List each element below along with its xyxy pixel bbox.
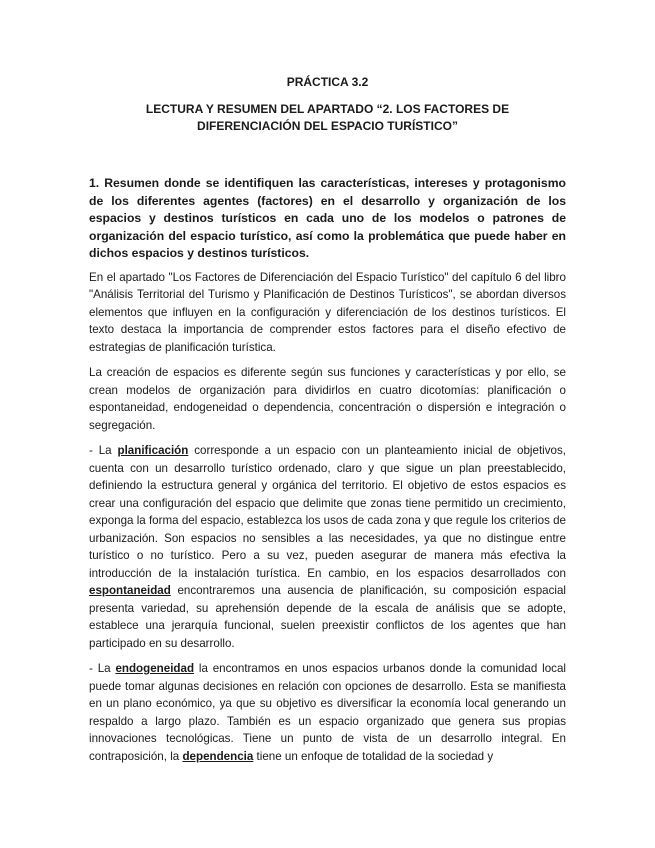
paragraph-text: - La [89, 444, 118, 457]
paragraph-text: tiene un enfoque de totalidad de la sociedad y [253, 749, 494, 763]
paragraph-intro: En el apartado "Los Factores de Diferenciación del Espacio Turístico" del capítulo 6 del libro "Análisis Territorial del Turismo y Planificación de Destinos Turísticos", se abordan diversos elementos que influyen en la configuración y diferenciación de los destinos turísticos. El texto destaca la importancia de comprender estos factores para el diseño efectivo de estrategias de planificación turística. [89, 270, 566, 354]
term-endogeneidad: endogeneidad [115, 662, 195, 675]
paragraph-text: la encontramos en unos espacios urbanos donde la comunidad local puede tomar algunas decisiones en relación con opciones de desarrollo. Esta se manifiesta en un plano económico, ya que su objetivo es diversificar la economía local generando un respaldo a largo plazo. También es un espacio organizado que genera sus propias innovaciones tecnológicas. Tiene un punto de vista de un desarrollo integral. En contraposición, la [89, 662, 566, 763]
paragraph-text: - La [89, 662, 116, 675]
section-subtitle: LECTURA Y RESUMEN DEL APARTADO “2. LOS FACTORES DE DIFERENCIACIÓN DEL ESPACIO TURÍSTICO” [145, 102, 510, 133]
term-dependencia: dependencia [182, 749, 254, 763]
paragraph-text: encontraremos una ausencia de planificación, su composición espacial presenta variedad, su aprehensión depende de la escala de análisis que se adopte, establece una jerarquía funcional, suelen preexistir conflictos de los agentes que han participado en su desarrollo. [89, 584, 566, 650]
paragraph-endogeneidad [89, 660, 566, 765]
paragraph-dichotomies: La creación de espacios es diferente según sus funciones y características y por ello, se crean modelos de organización para dividirlos en cuatro dicotomías: planificación o espontaneidad, endogeneidad o dependencia, concentración o dispersión e integración o segregación. [89, 366, 566, 432]
term-planificacion: planificación [117, 444, 189, 457]
question-prompt: 1. Resumen donde se identifiquen las características, intereses y protagonismo de los diferentes agentes (factores) en el desarrollo y organización de los espacios y destinos turísticos en cada uno de los modelos o patrones de organización del espacio turístico, así como la problemática que puede haber en dichos espacios y destinos turísticos. [89, 176, 566, 260]
term-espontaneidad: espontaneidad [89, 584, 171, 597]
paragraph-text: corresponde a un espacio con un planteamiento inicial de objetivos, cuenta con un desarrollo turístico ordenado, claro y que sigue un plan preestablecido, definiendo la estructura general y orgánica del territorio. El objetivo de estos espacios es crear una configuración del espacio que delimite que zonas tiene permitido un crecimiento, exponga la forma del espacio, establezca los usos de cada zona y que regule los criterios de urbanización. Son espacios no sensibles a las necesidades, ya que no distingue entre turístico o no turístico. Pero a su vez, pueden asegurar de manera más efectiva la introducción de la instalación turística. En cambio, en los espacios desarrollados con [89, 444, 566, 580]
paragraph-planificacion [89, 442, 566, 652]
practice-title: PRÁCTICA 3.2 [286, 75, 369, 89]
